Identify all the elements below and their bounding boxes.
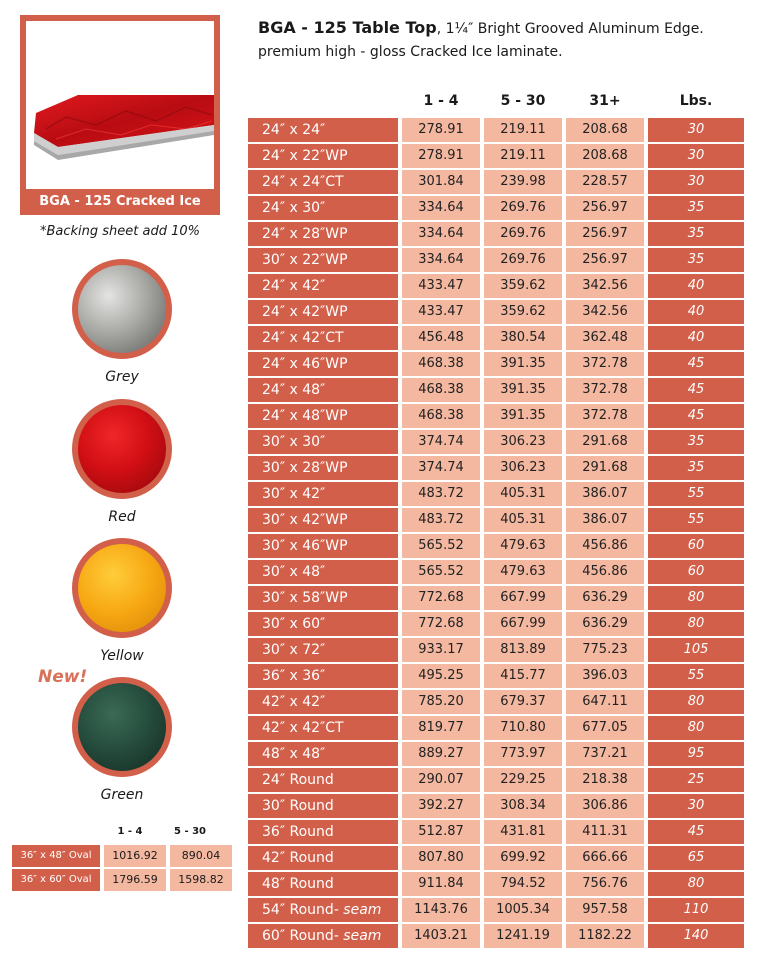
weight-lbs: 25 [648,768,744,792]
size-label: 24″ x 48″WP [262,408,348,424]
price-5-30: 359.62 [484,300,562,324]
size-label: 24″ x 24″ [262,122,326,138]
col-head-5-30: 5 - 30 [500,93,546,109]
weight-lbs: 40 [648,326,744,350]
weight-lbs: 40 [648,300,744,324]
size-label: 24″ Round [262,772,334,788]
price-5-30: 219.11 [484,118,562,142]
weight-lbs: 35 [648,430,744,454]
weight-lbs: 35 [648,196,744,220]
price-5-30: 308.34 [484,794,562,818]
size-cell [248,300,398,324]
weight-lbs: 30 [648,144,744,168]
size-label: 30″ x 60″ [262,616,326,632]
price-5-30: 405.31 [484,482,562,506]
size-cell [248,274,398,298]
size-label: 60″ Round [262,928,334,944]
weight-lbs: 35 [648,456,744,480]
price-31-plus: 362.48 [566,326,644,350]
size-cell [248,586,398,610]
weight-lbs: 80 [648,872,744,896]
swatch-label-red: Red [108,509,136,525]
price-5-30: 667.99 [484,612,562,636]
size-cell [248,924,398,948]
price-1-4: 772.68 [402,612,480,636]
price-1-4: 456.48 [402,326,480,350]
size-label: 24″ x 30″ [262,200,326,216]
size-label: 30″ x 48″ [262,564,326,580]
price-31-plus: 291.68 [566,430,644,454]
backing-sheet-note: *Backing sheet add 10% [39,224,201,239]
price-5-30: 269.76 [484,248,562,272]
weight-lbs: 80 [648,586,744,610]
price-5-30: 306.23 [484,430,562,454]
price-1-4: 772.68 [402,586,480,610]
grey-swatch-disc [78,265,166,353]
size-label: 30″ x 46″WP [262,538,348,554]
weight-lbs: 30 [648,794,744,818]
size-cell [248,898,398,922]
price-31-plus: 291.68 [566,456,644,480]
weight-lbs: 35 [648,248,744,272]
size-cell [248,508,398,532]
price-1-4: 933.17 [402,638,480,662]
price-31-plus: 208.68 [566,118,644,142]
price-31-plus: 456.86 [566,534,644,558]
price-31-plus: 636.29 [566,586,644,610]
price-1-4: 290.07 [402,768,480,792]
size-label: 42″ Round [262,850,334,866]
price-31-plus: 386.07 [566,482,644,506]
swatch-red[interactable] [72,399,172,499]
price-31-plus: 1182.22 [566,924,644,948]
price-5-30: 667.99 [484,586,562,610]
price-1-4: 374.74 [402,456,480,480]
size-cell [248,248,398,272]
size-label: 42″ x 42″ [262,694,326,710]
price-5-30: 479.63 [484,560,562,584]
swatch-yellow[interactable] [72,538,172,638]
price-5-30: 229.25 [484,768,562,792]
price-5-30: 1241.19 [484,924,562,948]
table-top-image [26,21,214,189]
price-5-30: 391.35 [484,352,562,376]
seam-suffix: - seam [333,902,382,918]
oval-price-1-4: 1016.92 [104,845,166,867]
size-cell [248,222,398,246]
price-1-4: 495.25 [402,664,480,688]
size-label: 30″ Round [262,798,334,814]
price-1-4: 889.27 [402,742,480,766]
weight-lbs: 55 [648,482,744,506]
price-31-plus: 372.78 [566,404,644,428]
header-line-2: premium high - gloss Cracked Ice laminate. [258,44,563,60]
col-head-lbs: Lbs. [679,93,713,109]
size-cell [248,612,398,636]
price-5-30: 405.31 [484,508,562,532]
oval-size: 36″ x 48″ Oval [12,845,100,867]
price-5-30: 794.52 [484,872,562,896]
price-5-30: 269.76 [484,196,562,220]
size-cell [248,794,398,818]
price-5-30: 773.97 [484,742,562,766]
size-cell [248,326,398,350]
red-swatch-disc [78,405,166,493]
price-1-4: 334.64 [402,248,480,272]
weight-lbs: 140 [648,924,744,948]
price-1-4: 468.38 [402,378,480,402]
size-label: 24″ x 46″WP [262,356,348,372]
size-cell [248,560,398,584]
size-cell [248,664,398,688]
product-name: BGA - 125 Table Top [258,18,437,37]
size-cell [248,404,398,428]
price-31-plus: 957.58 [566,898,644,922]
price-5-30: 699.92 [484,846,562,870]
size-label: 30″ x 28″WP [262,460,348,476]
size-cell [248,144,398,168]
product-photo [26,21,214,189]
size-label: 24″ x 42″ [262,278,326,294]
price-1-4: 565.52 [402,534,480,558]
product-photo-frame [20,15,220,215]
size-label: 30″ x 42″ [262,486,326,502]
price-5-30: 269.76 [484,222,562,246]
price-31-plus: 411.31 [566,820,644,844]
price-31-plus: 256.97 [566,196,644,220]
price-5-30: 1005.34 [484,898,562,922]
size-label: 48″ x 48″ [262,746,326,762]
price-1-4: 785.20 [402,690,480,714]
col-head-1-4: 1 - 4 [423,93,459,109]
price-1-4: 483.72 [402,508,480,532]
size-cell [248,430,398,454]
price-31-plus: 218.38 [566,768,644,792]
price-31-plus: 666.66 [566,846,644,870]
size-cell [248,352,398,376]
size-cell [248,872,398,896]
weight-lbs: 95 [648,742,744,766]
weight-lbs: 30 [648,118,744,142]
size-label: 54″ Round [262,902,334,918]
size-label: 30″ x 58″WP [262,590,348,606]
size-cell [248,768,398,792]
size-cell [248,690,398,714]
price-1-4: 1143.76 [402,898,480,922]
price-1-4: 301.84 [402,170,480,194]
price-31-plus: 756.76 [566,872,644,896]
price-5-30: 219.11 [484,144,562,168]
price-31-plus: 256.97 [566,248,644,272]
weight-lbs: 30 [648,170,744,194]
size-cell [248,742,398,766]
size-cell [248,482,398,506]
weight-lbs: 80 [648,716,744,740]
size-cell [248,456,398,480]
price-5-30: 415.77 [484,664,562,688]
weight-lbs: 45 [648,378,744,402]
price-1-4: 433.47 [402,274,480,298]
photo-caption: BGA - 125 Cracked Ice [39,194,201,209]
price-1-4: 334.64 [402,222,480,246]
price-31-plus: 342.56 [566,300,644,324]
size-cell [248,196,398,220]
price-1-4: 565.52 [402,560,480,584]
price-31-plus: 636.29 [566,612,644,636]
size-label: 30″ x 22″WP [262,252,348,268]
price-1-4: 433.47 [402,300,480,324]
price-1-4: 512.87 [402,820,480,844]
oval-size: 36″ x 60″ Oval [12,869,100,891]
weight-lbs: 105 [648,638,744,662]
weight-lbs: 80 [648,690,744,714]
size-cell [248,118,398,142]
yellow-swatch-disc [78,544,166,632]
price-31-plus: 256.97 [566,222,644,246]
size-cell [248,820,398,844]
price-31-plus: 386.07 [566,508,644,532]
weight-lbs: 65 [648,846,744,870]
size-label: 42″ x 42″CT [262,720,344,736]
new-label: New! [38,667,88,687]
price-5-30: 679.37 [484,690,562,714]
header-line-1 [258,16,748,41]
price-31-plus: 208.68 [566,144,644,168]
price-5-30: 391.35 [484,404,562,428]
price-5-30: 239.98 [484,170,562,194]
size-cell [248,716,398,740]
weight-lbs: 55 [648,664,744,688]
swatch-label-green: Green [100,787,144,803]
seam-suffix: - seam [333,928,382,944]
price-5-30: 391.35 [484,378,562,402]
weight-lbs: 60 [648,560,744,584]
price-5-30: 380.54 [484,326,562,350]
oval-price-5-30: 890.04 [170,845,232,867]
price-1-4: 278.91 [402,118,480,142]
price-31-plus: 396.03 [566,664,644,688]
oval-price-5-30: 1598.82 [170,869,232,891]
price-1-4: 807.80 [402,846,480,870]
price-1-4: 334.64 [402,196,480,220]
price-31-plus: 737.21 [566,742,644,766]
size-label: 30″ x 42″WP [262,512,348,528]
price-1-4: 392.27 [402,794,480,818]
size-label: 24″ x 24″CT [262,174,344,190]
price-1-4: 468.38 [402,404,480,428]
size-cell [248,638,398,662]
price-31-plus: 647.11 [566,690,644,714]
price-5-30: 431.81 [484,820,562,844]
size-label: 30″ x 72″ [262,642,326,658]
size-label: 48″ Round [262,876,334,892]
price-31-plus: 342.56 [566,274,644,298]
weight-lbs: 80 [648,612,744,636]
price-31-plus: 372.78 [566,352,644,376]
col-head-31-plus: 31+ [589,93,621,109]
price-5-30: 359.62 [484,274,562,298]
weight-lbs: 45 [648,404,744,428]
size-label: 36″ Round [262,824,334,840]
price-31-plus: 677.05 [566,716,644,740]
size-label: 36″ x 36″ [262,668,326,684]
header-edge-description: , 1¼″ Bright Grooved Aluminum Edge. [436,21,704,37]
price-31-plus: 228.57 [566,170,644,194]
price-5-30: 813.89 [484,638,562,662]
price-1-4: 483.72 [402,482,480,506]
weight-lbs: 45 [648,352,744,376]
price-1-4: 468.38 [402,352,480,376]
price-31-plus: 456.86 [566,560,644,584]
size-cell [248,378,398,402]
oval-price-1-4: 1796.59 [104,869,166,891]
size-label: 24″ x 48″ [262,382,326,398]
price-1-4: 1403.21 [402,924,480,948]
swatch-label-yellow: Yellow [100,648,144,664]
oval-col-head-1: 1 - 4 [117,826,143,837]
swatch-green[interactable] [72,677,172,777]
green-swatch-disc [78,683,166,771]
size-label: 24″ x 42″WP [262,304,348,320]
price-5-30: 306.23 [484,456,562,480]
swatch-label-grey: Grey [105,369,139,385]
size-cell [248,846,398,870]
size-cell [248,170,398,194]
size-label: 24″ x 42″CT [262,330,344,346]
weight-lbs: 60 [648,534,744,558]
weight-lbs: 35 [648,222,744,246]
size-label: 30″ x 30″ [262,434,326,450]
weight-lbs: 55 [648,508,744,532]
size-label: 24″ x 28″WP [262,226,348,242]
weight-lbs: 45 [648,820,744,844]
oval-col-head-2: 5 - 30 [174,826,206,837]
swatch-grey[interactable] [72,259,172,359]
price-5-30: 479.63 [484,534,562,558]
size-label: 24″ x 22″WP [262,148,348,164]
price-31-plus: 306.86 [566,794,644,818]
price-31-plus: 372.78 [566,378,644,402]
price-31-plus: 775.23 [566,638,644,662]
size-cell [248,534,398,558]
price-1-4: 911.84 [402,872,480,896]
price-1-4: 819.77 [402,716,480,740]
price-5-30: 710.80 [484,716,562,740]
weight-lbs: 110 [648,898,744,922]
price-1-4: 278.91 [402,144,480,168]
price-1-4: 374.74 [402,430,480,454]
product-header [258,16,748,64]
weight-lbs: 40 [648,274,744,298]
